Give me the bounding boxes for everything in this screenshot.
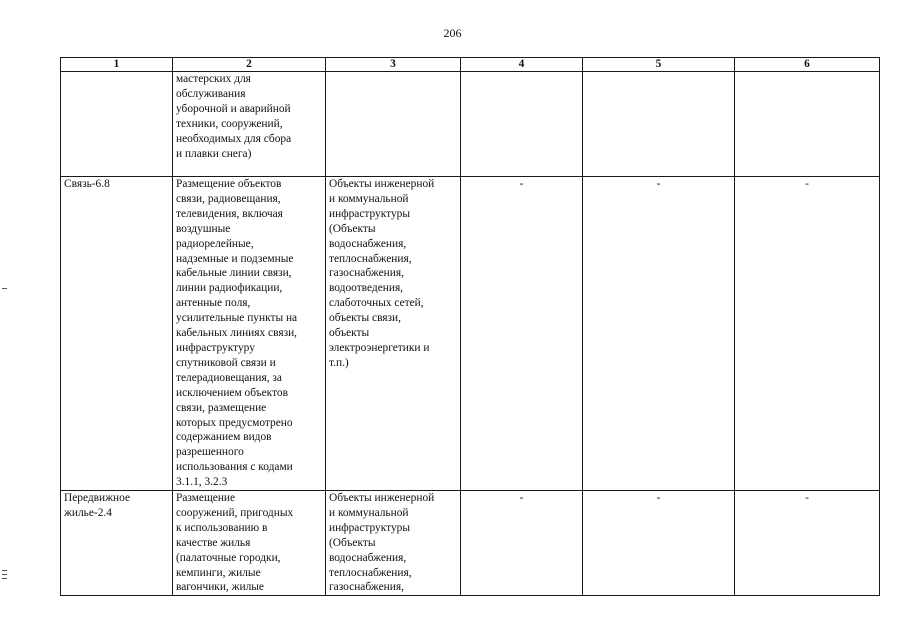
page-number: 206 xyxy=(443,26,462,40)
cell-text-line: Связь-6.8 xyxy=(64,178,110,190)
scan-margin-mark xyxy=(2,570,7,571)
cell-text-line: надземные и подземные xyxy=(176,252,294,265)
cell-text-line: телевидения, включая xyxy=(176,207,283,220)
cell-text-line: связи, размещение xyxy=(176,401,267,414)
row-3-col-1 xyxy=(61,491,173,596)
cell-text-line: (Объекты xyxy=(329,222,376,235)
row-2-col-4: - xyxy=(461,177,583,491)
cell-text-line: теплоснабжения, xyxy=(329,252,412,265)
table-row xyxy=(61,491,880,596)
row-1-col-5 xyxy=(583,72,735,177)
cell-text-line: инфраструктуры xyxy=(329,521,410,534)
cell-text-line: жилье-2.4 xyxy=(64,506,112,519)
row-1-col-4 xyxy=(461,72,583,177)
document-table xyxy=(60,57,880,596)
cell-text-line: антенные поля, xyxy=(176,297,251,310)
cell-text-line: исключением объектов xyxy=(176,386,288,399)
row-2-col-3 xyxy=(326,177,461,491)
cell-text-line: которых предусмотрено xyxy=(176,416,293,429)
cell-text-line: Передвижное xyxy=(64,492,131,505)
cell-text-line: газоснабжения, xyxy=(329,267,404,280)
cell-text-line: содержанием видов xyxy=(176,431,272,444)
cell-text-line: разрешенного xyxy=(176,446,244,459)
table-header-row xyxy=(61,58,880,72)
row-2-col-5: - xyxy=(583,177,735,491)
row-1-col-2 xyxy=(173,72,326,177)
column-header-1: 1 xyxy=(61,58,173,72)
table-row xyxy=(61,72,880,177)
cell-text-line: и плавки снега) xyxy=(176,147,252,160)
cell-text-line: 3.1.1, 3.2.3 xyxy=(176,476,228,489)
cell-text-line: мастерских для xyxy=(176,73,251,85)
cell-text-line: вагончики, жилые xyxy=(176,581,264,594)
cell-text-line: обслуживания xyxy=(176,87,246,100)
column-header-5: 5 xyxy=(583,58,735,72)
cell-text-line: объекты связи, xyxy=(329,312,401,325)
cell-text-line: водоотведения, xyxy=(329,282,404,295)
cell-text-line: Объекты инженерной xyxy=(329,492,435,505)
cell-text-line: газоснабжения, xyxy=(329,581,404,594)
cell-text-line: сооружений, пригодных xyxy=(176,506,294,519)
cell-text-line: воздушные xyxy=(176,222,231,235)
cell-text-line: к использованию в xyxy=(176,521,268,534)
cell-text-line: (Объекты xyxy=(329,536,376,549)
row-2-col-2 xyxy=(173,177,326,491)
cell-text-line: объекты xyxy=(329,327,370,340)
cell-text-line: т.п.) xyxy=(329,356,349,369)
row-3-col-3 xyxy=(326,491,461,596)
scan-margin-mark xyxy=(2,578,7,579)
cell-text-line: Объекты инженерной xyxy=(329,178,435,190)
cell-text-line: инфраструктуру xyxy=(176,341,255,354)
cell-text-line: радиорелейные, xyxy=(176,237,254,250)
cell-text-line: линии радиофикации, xyxy=(176,282,283,295)
cell-text-line: техники, сооружений, xyxy=(176,117,283,130)
cell-text-line: Размещение объектов xyxy=(176,178,282,190)
cell-text-line: водоснабжения, xyxy=(329,237,407,250)
cell-text-line: необходимых для сбора xyxy=(176,132,292,145)
cell-text-line: кабельные линии связи, xyxy=(176,267,292,280)
cell-text-line: телерадиовещания, за xyxy=(176,371,282,384)
row-3-col-2 xyxy=(173,491,326,596)
row-1-col-1 xyxy=(61,72,173,177)
cell-text-line: кемпинги, жилые xyxy=(176,566,261,579)
cell-text-line: уборочной и аварийной xyxy=(176,102,291,115)
row-1-col-6 xyxy=(735,72,880,177)
cell-text-line: Размещение xyxy=(176,492,236,505)
cell-text-line: усилительные пункты на xyxy=(176,312,298,325)
column-header-3: 3 xyxy=(326,58,461,72)
cell-text-line: инфраструктуры xyxy=(329,207,410,220)
cell-text-line: связи, радиовещания, xyxy=(176,192,281,205)
scan-margin-mark xyxy=(2,288,7,289)
cell-text-line: и коммунальной xyxy=(329,506,409,519)
row-2-col-6: - xyxy=(735,177,880,491)
cell-text-line: водоснабжения, xyxy=(329,551,407,564)
cell-text-line: теплоснабжения, xyxy=(329,566,412,579)
table-row xyxy=(61,177,880,491)
column-header-2: 2 xyxy=(173,58,326,72)
cell-text-line: слаботочных сетей, xyxy=(329,297,424,310)
cell-text-line: использования с кодами xyxy=(176,461,293,474)
scan-margin-mark xyxy=(2,574,7,575)
cell-text-line: кабельных линиях связи, xyxy=(176,327,298,340)
row-1-col-3 xyxy=(326,72,461,177)
row-3-col-6: - xyxy=(735,491,880,596)
cell-text-line: и коммунальной xyxy=(329,192,409,205)
row-2-col-1 xyxy=(61,177,173,491)
row-3-col-4: - xyxy=(461,491,583,596)
cell-text-line: качестве жилья xyxy=(176,536,251,549)
column-header-6: 6 xyxy=(735,58,880,72)
row-3-col-5: - xyxy=(583,491,735,596)
cell-text-line: (палаточные городки, xyxy=(176,551,281,564)
column-header-4: 4 xyxy=(461,58,583,72)
cell-text-line: электроэнергетики и xyxy=(329,341,430,354)
cell-text-line: спутниковой связи и xyxy=(176,356,276,369)
